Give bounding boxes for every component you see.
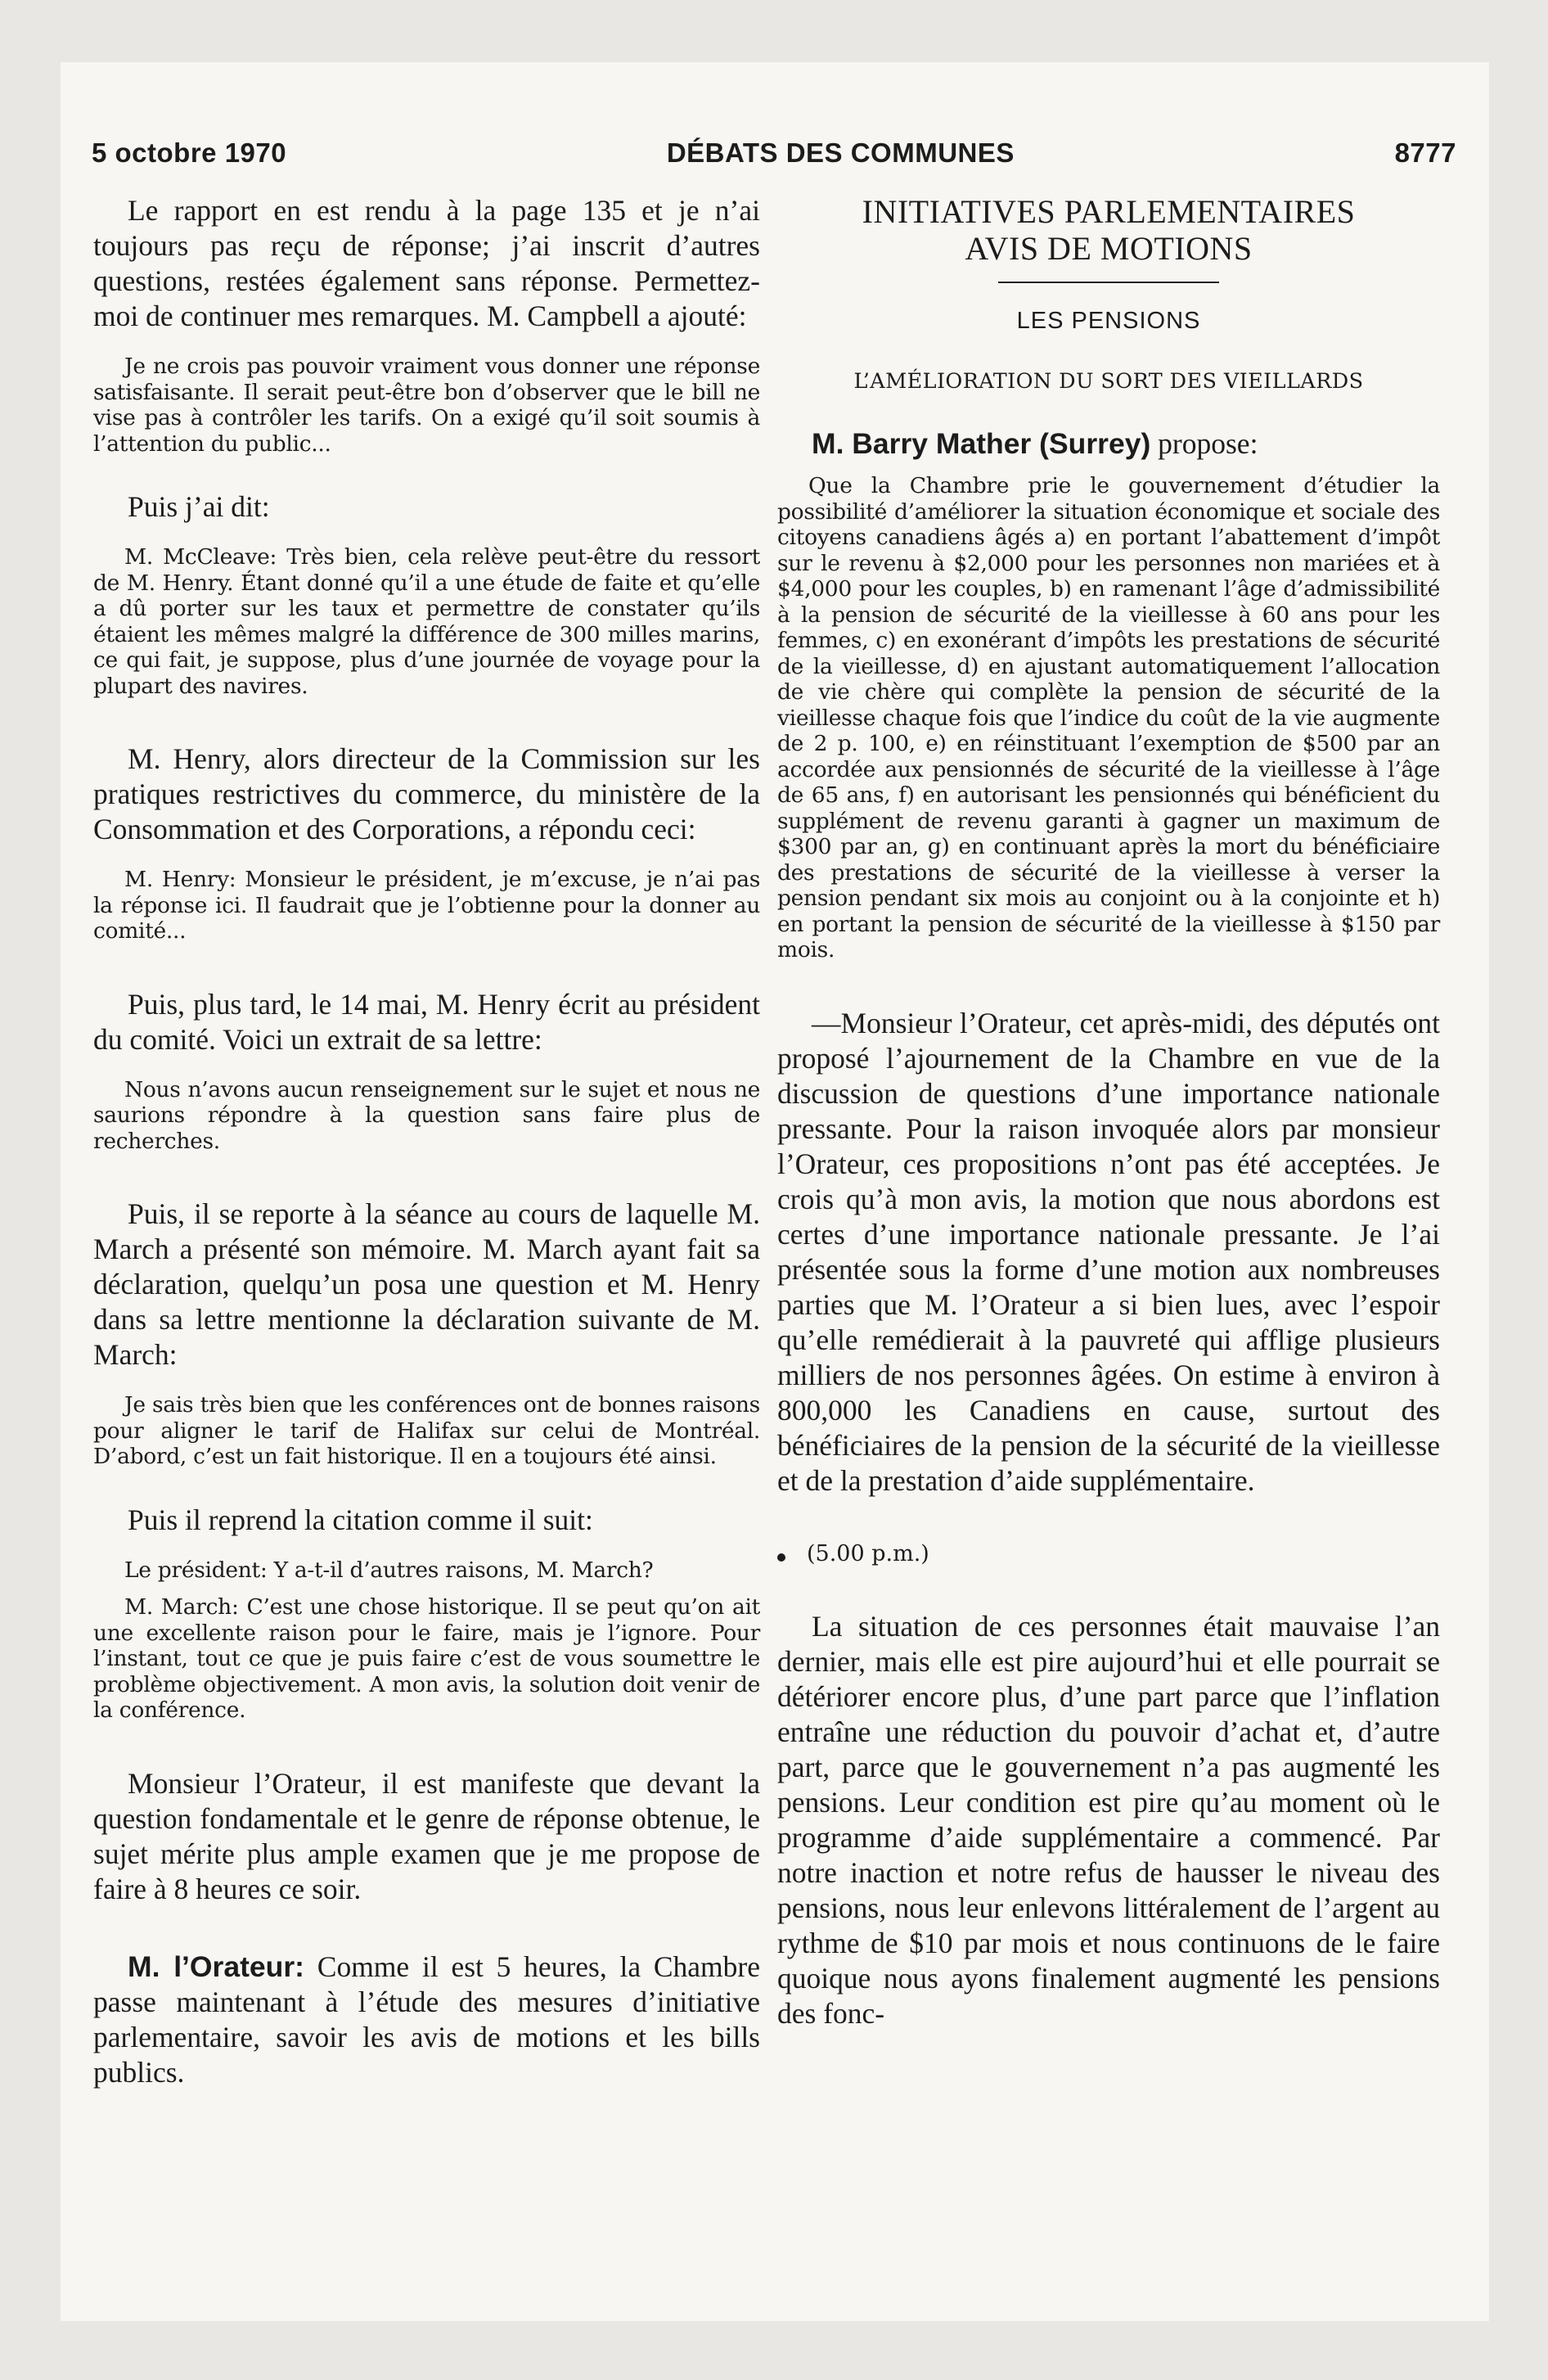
- quotation: Nous n’avons aucun renseignement sur le sujet et nous ne saurions répondre à la question sans faire plus de recherches.: [93, 1076, 760, 1154]
- heading-rule: [998, 282, 1219, 283]
- paragraph: Monsieur l’Orateur, il est manifeste que devant la question fondamentale et le genre de réponse obtenue, le sujet mérite plus ample examen que je me propose de faire à 8 heures ce soir.: [93, 1766, 760, 1905]
- paragraph: —Monsieur l’Orateur, cet après-midi, des députés ont proposé l’ajournement de la Chambre en vue de la discussion de questions d’une importance nationale pressante. Pour la raison invoquée alors par monsieur l’Orateur, ces propositions n’ont pas été acceptées. Je crois qu’à mon avis, la motion que nous abordons est certes d’une importance nationale pressante. Je l’ai présentée sous la forme d’une motion aux nombreuses parties que M. l’Orateur a si bien lues, avec l’espoir qu’elle remédierait à la pauvreté qui afflige plusieurs milliers de nos personnes âgées. On estime à environ à 800,000 les Canadiens en cause, surtout des bénéficiaires de la pension de la sécurité de la vieillesse et de la prestation d’aide supplémentaire.: [777, 1006, 1440, 1497]
- time-stamp: [777, 1541, 1440, 1566]
- heading-line: INITIATIVES PARLEMENTAIRES: [862, 193, 1356, 230]
- page-header: [92, 137, 1456, 169]
- paragraph: Puis, plus tard, le 14 mai, M. Henry écrit au président du comité. Voici un extrait de sa lettre:: [93, 987, 760, 1056]
- quotation: M. McCleave: Très bien, cela relève peut-être du ressort de M. Henry. Étant donné qu’il a une étude de faite et qu’elle a dû porter sur les taux et permettre de constater qu’ils étaient les mêmes malgré la différence de 300 milles marins, ce qui fait, je suppose, plus d’une journée de voyage pour la plupart des navires.: [93, 544, 760, 699]
- speaker-name: M. l’Orateur:: [128, 1950, 304, 1983]
- paragraph: Puis il reprend la citation comme il suit:: [128, 1503, 593, 1536]
- paragraph: [93, 1950, 760, 2090]
- motion-intro: [777, 426, 1440, 462]
- paragraph: La situation de ces personnes était mauvaise l’an dernier, mais elle est pire aujourd’hui et elle pourrait se détériorer encore plus, d’une part parce que l’inflation entraîne une réduction du pouvoir d’achat et, d’autre part, parce que le gouvernement n’a pas augmenté les pensions. Leur condition est pire qu’au moment où le programme d’aide supplémentaire a commencé. Par notre inaction et notre refus de hausser le niveau des pensions, nous leur enlevons littéralement de l’argent au rythme de $10 par mois et nous continuons de le faire quoique nous ayons finalement augmenté les pensions des fonc-: [777, 1609, 1440, 2030]
- speech-text: Comme il est 5 heures, la Chambre passe maintenant à l’étude des mesures d’initiative parlementaire, savoir les avis de motions et les bills publics.: [93, 1950, 760, 2089]
- subheading: LES PENSIONS: [1016, 308, 1201, 334]
- document-page: [61, 62, 1489, 2321]
- quotation: Je sais très bien que les conférences ont de bonnes raisons pour aligner le tarif de Halifax sur celui de Montréal. D’abord, c’est un fait historique. Il en a toujours été ainsi.: [93, 1392, 760, 1469]
- speaker-name: M. Barry Mather (Surrey): [812, 427, 1151, 460]
- motion-text: Que la Chambre prie le gouvernement d’étudier la possibilité d’améliorer la situation économique et sociale des citoyens canadiens âgés a) en portant l’abattement d’impôt sur le revenu à $2,000 pour les personnes non mariées et à $4,000 pour les couples, b) en ramenant l’âge d’admissibilité à la pension de sécurité de la vieillesse à 60 ans pour les femmes, c) en exonérant d’impôts les prestations de sécurité de la vieillesse, d) en ajustant automatiquement l’allocation de vie chère qui complète la pension de sécurité de la vieillesse chaque fois que l’indice du coût de la vie augmente de 2 p. 100, e) en réinstituant l’exemption de $500 par an accordée aux pensionnés de sécurité de la vieillesse à l’âge de 65 ans, f) en autorisant les pensionnés qui bénéficient du supplément de revenu garanti à gagner un maximum de $300 par an, g) en continuant après la mort du bénéficiaire des prestations de sécurité de la vieillesse à verser la pension pendant six mois au conjoint ou à la conjointe et h) en portant la pension de sécurité de la vieillesse à $150 par mois.: [777, 473, 1440, 962]
- paragraph: M. Henry, alors directeur de la Commission sur les pratiques restrictives du commerce, du ministère de la Consommation et des Corporations, a répondu ceci:: [93, 742, 760, 845]
- header-title: DÉBATS DES COMMUNES: [666, 137, 1015, 168]
- header-date: 5 octobre 1970: [92, 137, 287, 168]
- quotation: M. March: C’est une chose historique. Il se peut qu’on ait une excellente raison pour le faire, mais je l’ignore. Pour l’instant, tout ce que je puis faire c’est de vous soumettre le problème objectivement. A mon avis, la solution doit venir de la conférence.: [93, 1594, 760, 1723]
- quotation: M. Henry: Monsieur le président, je m’excuse, je n’ai pas la réponse ici. Il faudrait que je l’obtienne pour la donner au comité...: [93, 867, 760, 944]
- quotation: Je ne crois pas pouvoir vraiment vous donner une réponse satisfaisante. Il serait peut-être bon d’observer que le bill ne vise pas à contrôler les tarifs. On a exigé qu’il soit soumis à l’attention du public...: [93, 354, 760, 457]
- left-column: [93, 193, 760, 2090]
- paragraph: Puis j’ai dit:: [128, 490, 270, 523]
- time-label: (5.00 p.m.): [807, 1540, 929, 1566]
- speech-text: propose:: [1158, 427, 1258, 460]
- quotation: Le président: Y a-t-il d’autres raisons, M. March?: [124, 1557, 654, 1583]
- heading-line: AVIS DE MOTIONS: [965, 230, 1253, 267]
- right-column: [777, 193, 1440, 2031]
- paragraph: Puis, il se reporte à la séance au cours de laquelle M. March a présenté son mémoire. M. March ayant fait sa déclaration, quelqu’un posa une question et M. Henry dans sa lettre mentionne la déclaration suivante de M. March:: [93, 1197, 760, 1371]
- section-heading: [777, 193, 1440, 267]
- bullet-icon: [777, 1553, 785, 1562]
- paragraph: Le rapport en est rendu à la page 135 et je n’ai toujours pas reçu de réponse; j’ai inscrit d’autres questions, restées également sans réponse. Permettez-moi de continuer mes remarques. M. Campbell a ajouté:: [93, 194, 760, 332]
- subsubheading: L’AMÉLIORATION DU SORT DES VIEILLARDS: [853, 369, 1364, 394]
- header-page-number: 8777: [1394, 137, 1456, 168]
